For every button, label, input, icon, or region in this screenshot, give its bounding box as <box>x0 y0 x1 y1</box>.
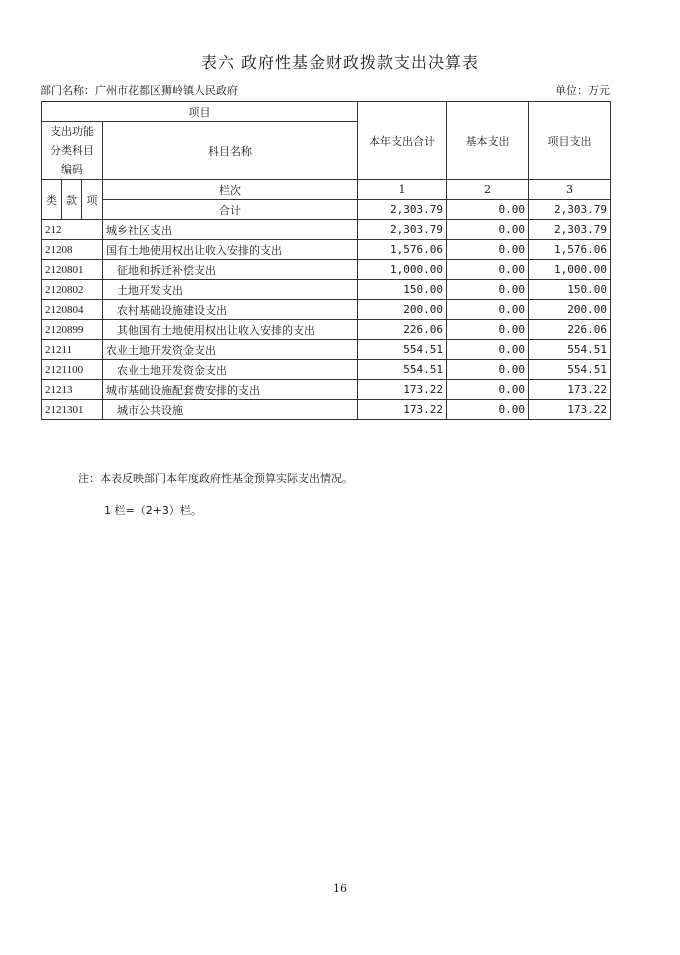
row-total: 150.00 <box>358 280 447 300</box>
row-project: 554.51 <box>529 340 611 360</box>
row-name: 征地和拆迁补偿支出 <box>103 260 358 280</box>
header-total: 本年支出合计 <box>358 102 447 180</box>
table-row <box>42 300 611 320</box>
row-basic: 0.00 <box>447 400 529 420</box>
row-code: 2121301 <box>42 400 103 420</box>
header-project-exp: 项目支出 <box>529 102 611 180</box>
row-name: 土地开发支出 <box>103 280 358 300</box>
row-total: 173.22 <box>358 400 447 420</box>
row-code: 21213 <box>42 380 103 400</box>
row-basic: 0.00 <box>447 220 529 240</box>
header-lanci: 栏次 <box>103 180 358 200</box>
row-basic: 0.00 <box>447 320 529 340</box>
row-code: 2120899 <box>42 320 103 340</box>
row-name: 农业土地开发资金支出 <box>103 360 358 380</box>
row-project: 554.51 <box>529 360 611 380</box>
row-name: 城乡社区支出 <box>103 220 358 240</box>
header-kuan: 款 <box>62 180 82 220</box>
page-title: 表六 政府性基金财政拨款支出决算表 <box>200 53 480 72</box>
row-code: 2120801 <box>42 260 103 280</box>
table-row <box>42 380 611 400</box>
header-project: 项目 <box>42 102 358 122</box>
row-basic: 0.00 <box>447 340 529 360</box>
row-code: 2120804 <box>42 300 103 320</box>
header-subject-name: 科目名称 <box>103 122 358 180</box>
row-name: 其他国有土地使用权出让收入安排的支出 <box>103 320 358 340</box>
header-xiang: 项 <box>82 180 103 220</box>
row-total: 554.51 <box>358 340 447 360</box>
row-project: 2,303.79 <box>529 220 611 240</box>
row-project: 1,576.06 <box>529 240 611 260</box>
total-row-basic: 0.00 <box>447 200 529 220</box>
row-total: 1,576.06 <box>358 240 447 260</box>
row-name: 农村基础设施建设支出 <box>103 300 358 320</box>
row-code: 21211 <box>42 340 103 360</box>
page-number: 16 <box>333 882 347 895</box>
row-total: 554.51 <box>358 360 447 380</box>
total-row-total: 2,303.79 <box>358 200 447 220</box>
row-name: 城市基础设施配套费安排的支出 <box>103 380 358 400</box>
table-row <box>42 260 611 280</box>
row-project: 200.00 <box>529 300 611 320</box>
row-project: 150.00 <box>529 280 611 300</box>
expenditure-table-body <box>41 101 611 420</box>
row-project: 173.22 <box>529 380 611 400</box>
row-total: 1,000.00 <box>358 260 447 280</box>
row-project: 1,000.00 <box>529 260 611 280</box>
department-name: 部门名称：广州市花都区狮岭镇人民政府 <box>40 84 238 97</box>
table-row <box>42 360 611 380</box>
row-project: 173.22 <box>529 400 611 420</box>
total-row-label: 合计 <box>103 200 358 220</box>
row-name: 城市公共设施 <box>103 400 358 420</box>
row-code: 212 <box>42 220 103 240</box>
header-col-3: 3 <box>529 180 611 200</box>
table-row <box>42 240 611 260</box>
row-name: 农业土地开发资金支出 <box>103 340 358 360</box>
row-project: 226.06 <box>529 320 611 340</box>
unit-label: 单位：万元 <box>555 84 610 97</box>
footnote: 注：本表反映部门本年度政府性基金预算实际支出情况。 <box>78 472 353 485</box>
header-lei: 类 <box>42 180 62 220</box>
row-total: 2,303.79 <box>358 220 447 240</box>
header-basic: 基本支出 <box>447 102 529 180</box>
row-name: 国有土地使用权出让收入安排的支出 <box>103 240 358 260</box>
table-row <box>42 220 611 240</box>
header-code-group: 支出功能分类科目编码 <box>42 122 103 180</box>
header-col-2: 2 <box>447 180 529 200</box>
row-basic: 0.00 <box>447 360 529 380</box>
row-code: 2120802 <box>42 280 103 300</box>
row-total: 200.00 <box>358 300 447 320</box>
row-basic: 0.00 <box>447 300 529 320</box>
row-basic: 0.00 <box>447 380 529 400</box>
header-col-1: 1 <box>358 180 447 200</box>
row-basic: 0.00 <box>447 240 529 260</box>
table-row <box>42 280 611 300</box>
table-row <box>42 320 611 340</box>
row-total: 226.06 <box>358 320 447 340</box>
table-row <box>42 400 611 420</box>
total-row-project: 2,303.79 <box>529 200 611 220</box>
formula-note: 1 栏=（2+3）栏。 <box>104 504 202 517</box>
row-basic: 0.00 <box>447 280 529 300</box>
row-code: 21208 <box>42 240 103 260</box>
table-row <box>42 340 611 360</box>
row-code: 2121100 <box>42 360 103 380</box>
row-basic: 0.00 <box>447 260 529 280</box>
row-total: 173.22 <box>358 380 447 400</box>
